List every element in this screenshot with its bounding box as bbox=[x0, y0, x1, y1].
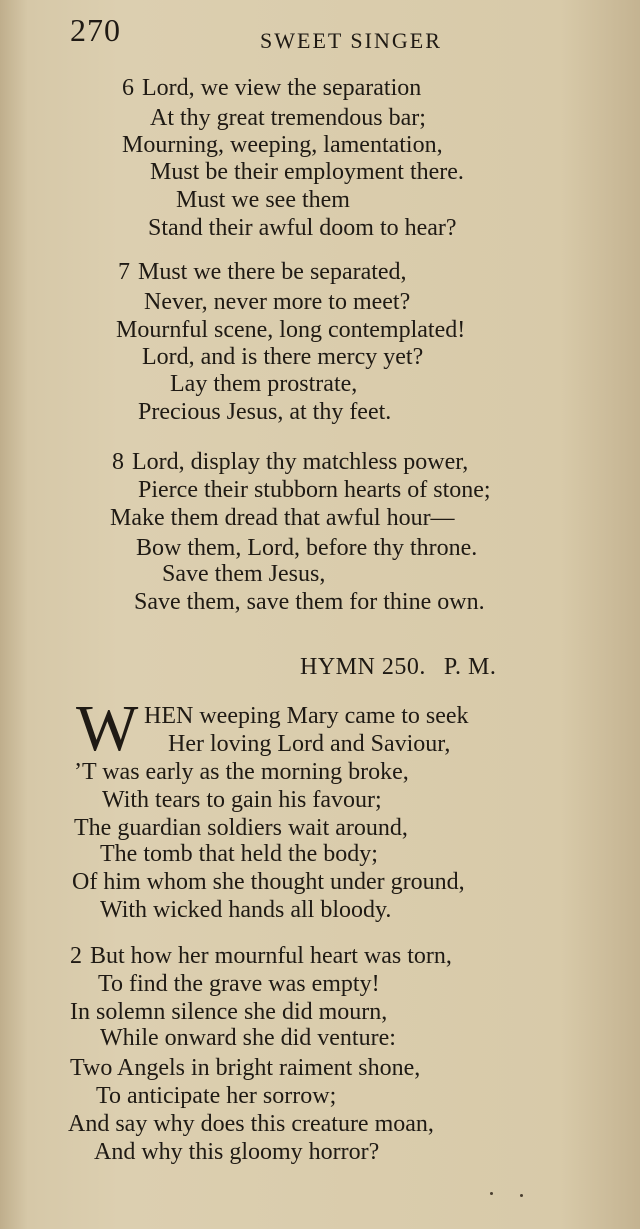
stanza-number: 8 bbox=[112, 449, 124, 475]
verse-line: To find the grave was empty! bbox=[98, 971, 380, 997]
verse-line: Must be their employment there. bbox=[150, 159, 464, 185]
verse-line: Must we see them bbox=[176, 187, 350, 213]
verse-line: And say why does this creature moan, bbox=[68, 1111, 434, 1137]
verse-line: And why this gloomy horror? bbox=[94, 1139, 380, 1165]
verse-line: Make them dread that awful hour— bbox=[110, 505, 455, 531]
verse-line: Two Angels in bright raiment shone, bbox=[70, 1055, 421, 1081]
verse-line: HEN weeping Mary came to seek bbox=[144, 703, 469, 729]
verse-line: 2 But how her mournful heart was torn, bbox=[70, 943, 452, 969]
verse-line: Of him whom she thought under ground, bbox=[72, 869, 465, 895]
verse-line: The tomb that held the body; bbox=[100, 841, 378, 867]
verse-line: Mourning, weeping, lamentation, bbox=[122, 132, 443, 158]
first-word-rest: HEN bbox=[144, 703, 194, 729]
verse-line: Precious Jesus, at thy feet. bbox=[138, 399, 392, 425]
verse-line: With wicked hands all bloody. bbox=[100, 897, 392, 923]
stanza-number: 6 bbox=[122, 75, 134, 101]
verse-line: In solemn silence she did mourn, bbox=[70, 999, 388, 1025]
verse-line: 8 Lord, display thy matchless power, bbox=[112, 449, 469, 475]
verse-line: 7 Must we there be separated, bbox=[118, 259, 407, 285]
page-number: 270 bbox=[70, 12, 121, 48]
verse-line: Bow them, Lord, before thy throne. bbox=[136, 535, 478, 561]
verse-line: With tears to gain his favour; bbox=[102, 787, 382, 813]
stanza-number: 7 bbox=[118, 259, 130, 285]
verse-line: Lay them prostrate, bbox=[170, 371, 358, 397]
verse-line: At thy great tremendous bar; bbox=[150, 105, 426, 131]
verse-line: Pierce their stubborn hearts of stone; bbox=[138, 477, 491, 503]
paper-speck bbox=[490, 1192, 493, 1195]
verse-line: Stand their awful doom to hear? bbox=[148, 215, 457, 241]
verse-line: Save them, save them for thine own. bbox=[134, 589, 485, 615]
paper-speck bbox=[520, 1194, 523, 1197]
verse-line: While onward she did venture: bbox=[100, 1025, 396, 1051]
verse-line: Mournful scene, long contemplated! bbox=[116, 317, 466, 343]
verse-line: The guardian soldiers wait around, bbox=[74, 815, 408, 841]
verse-line: ’T was early as the morning broke, bbox=[74, 759, 409, 785]
verse-line: 6 Lord, we view the separation bbox=[122, 75, 422, 101]
verse-line: Her loving Lord and Saviour, bbox=[168, 731, 451, 757]
verse-line: Never, never more to meet? bbox=[144, 289, 411, 315]
verse-line: Lord, and is there mercy yet? bbox=[142, 344, 424, 370]
running-head: SWEET SINGER bbox=[260, 28, 442, 53]
stanza-number: 2 bbox=[70, 943, 82, 969]
verse-line: Save them Jesus, bbox=[162, 561, 326, 587]
hymn-meter: P. M. bbox=[443, 654, 497, 680]
hymn-title: HYMN 250. P. M. bbox=[300, 654, 497, 680]
drop-cap: W bbox=[76, 692, 139, 765]
verse-line: To anticipate her sorrow; bbox=[96, 1083, 337, 1109]
